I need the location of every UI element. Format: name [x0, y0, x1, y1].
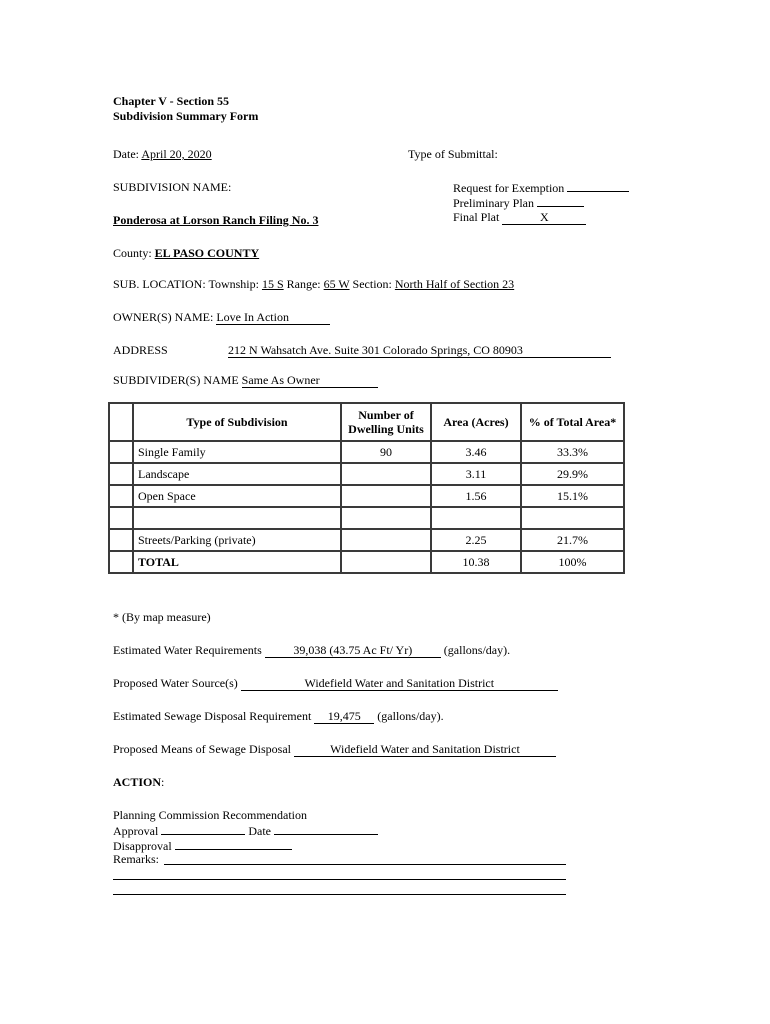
section-value: North Half of Section 23 [394, 277, 515, 291]
approval-date-label: Date [248, 824, 271, 838]
row-type: Landscape [133, 463, 341, 485]
submittal-final-plat [453, 210, 586, 225]
planning-commission-title: Planning Commission Recommendation [113, 808, 307, 822]
form-title: Subdivision Summary Form [113, 109, 259, 123]
row-type: Single Family [133, 441, 341, 463]
county-label: County: [113, 246, 152, 260]
location-line [113, 277, 514, 291]
address-line [228, 343, 611, 358]
sewage-means-line [113, 742, 556, 757]
disapproval-blank [175, 838, 292, 850]
preliminary-label: Preliminary Plan [453, 196, 534, 210]
action-label: ACTION [113, 775, 162, 789]
table-row [109, 441, 624, 463]
row-pct: 33.3% [521, 441, 624, 463]
sewage-req-label: Estimated Sewage Disposal Requirement [113, 709, 312, 723]
county-line [113, 246, 259, 260]
address-label: ADDRESS [113, 343, 168, 357]
row-area: 3.46 [431, 441, 521, 463]
disapproval-line [113, 838, 292, 853]
row-pct: 15.1% [521, 485, 624, 507]
submittal-label: Type of Submittal: [408, 147, 498, 161]
approval-date-blank [274, 823, 378, 835]
submittal-preliminary [453, 195, 584, 210]
range-value: 65 W [323, 277, 350, 291]
row-type: Open Space [133, 485, 341, 507]
row-marker [109, 529, 133, 551]
water-req-value: 39,038 (43.75 Ac Ft/ Yr) [265, 643, 441, 658]
township-value: 15 S [261, 277, 284, 291]
range-label: Range: [286, 277, 321, 291]
table-row [109, 485, 624, 507]
table-row [109, 463, 624, 485]
exemption-label: Request for Exemption [453, 181, 565, 195]
row-units: 90 [341, 441, 431, 463]
row-pct [521, 507, 624, 529]
table-row [109, 507, 624, 529]
subdivision-table [108, 402, 625, 574]
water-source-line [113, 676, 558, 691]
remarks-rule [113, 879, 566, 880]
final-plat-label: Final Plat [453, 210, 500, 224]
sewage-requirement-line [113, 709, 444, 724]
table-total-row [109, 551, 624, 573]
owner-line [113, 310, 330, 325]
section-label: Section: [352, 277, 392, 291]
date-label: Date: [113, 147, 139, 161]
row-type [133, 507, 341, 529]
owner-label: OWNER(S) NAME: [113, 310, 214, 324]
water-source-value: Widefield Water and Sanitation District [241, 676, 558, 691]
sewage-means-label: Proposed Means of Sewage Disposal [113, 742, 291, 756]
action-colon: : [161, 775, 165, 789]
row-units [341, 551, 431, 573]
row-area: 3.11 [431, 463, 521, 485]
row-units [341, 463, 431, 485]
water-source-label: Proposed Water Source(s) [113, 676, 238, 690]
subdivider-line [113, 373, 378, 388]
subdivision-name-label: SUBDIVISION NAME: [113, 180, 232, 194]
table-header-pct: % of Total Area* [521, 403, 624, 441]
row-area [431, 507, 521, 529]
row-units [341, 507, 431, 529]
row-pct: 21.7% [521, 529, 624, 551]
row-marker [109, 441, 133, 463]
preliminary-blank [537, 195, 584, 207]
row-marker [109, 485, 133, 507]
location-label: SUB. LOCATION: Township: [113, 277, 259, 291]
final-plat-mark: X [502, 210, 586, 225]
submittal-exemption [453, 180, 629, 195]
row-area: 2.25 [431, 529, 521, 551]
row-units [341, 529, 431, 551]
row-type: TOTAL [133, 551, 341, 573]
row-area: 1.56 [431, 485, 521, 507]
row-type: Streets/Parking (private) [133, 529, 341, 551]
approval-label: Approval [113, 824, 159, 838]
row-marker [109, 551, 133, 573]
row-area: 10.38 [431, 551, 521, 573]
table-row [109, 529, 624, 551]
table-header-row [109, 403, 624, 441]
row-marker [109, 507, 133, 529]
subdivision-name-value: Ponderosa at Lorson Ranch Filing No. 3 [113, 213, 319, 227]
remarks-label: Remarks: [113, 852, 159, 866]
row-marker [109, 463, 133, 485]
subdivider-label: SUBDIVIDER(S) NAME [113, 373, 239, 387]
table-header-area: Area (Acres) [431, 403, 521, 441]
table-header-blank [109, 403, 133, 441]
date-line [113, 147, 212, 161]
table-header-units: Number of Dwelling Units [341, 403, 431, 441]
county-value: EL PASO COUNTY [154, 246, 260, 260]
sewage-means-value: Widefield Water and Sanitation District [294, 742, 556, 757]
water-req-label: Estimated Water Requirements [113, 643, 262, 657]
address-value: 212 N Wahsatch Ave. Suite 301 Colorado Springs, CO 80903 [228, 343, 611, 358]
date-value: April 20, 2020 [141, 147, 212, 161]
remarks-line [113, 852, 159, 866]
water-requirements-line [113, 643, 510, 658]
sewage-req-suffix: (gallons/day). [377, 709, 444, 723]
remarks-rule [164, 864, 566, 865]
chapter-heading: Chapter V - Section 55 [113, 94, 230, 108]
exemption-blank [567, 180, 629, 192]
action-heading [113, 775, 164, 789]
row-units [341, 485, 431, 507]
row-pct: 100% [521, 551, 624, 573]
disapproval-label: Disapproval [113, 839, 172, 853]
row-pct: 29.9% [521, 463, 624, 485]
owner-value: Love In Action [216, 310, 330, 325]
map-measure-note: * (By map measure) [113, 610, 211, 624]
sewage-req-value: 19,475 [314, 709, 374, 724]
remarks-rule [113, 894, 566, 895]
table-header-type: Type of Subdivision [133, 403, 341, 441]
approval-blank [161, 823, 245, 835]
water-req-suffix: (gallons/day). [443, 643, 511, 657]
subdivider-value: Same As Owner [242, 373, 378, 388]
approval-line [113, 823, 378, 838]
